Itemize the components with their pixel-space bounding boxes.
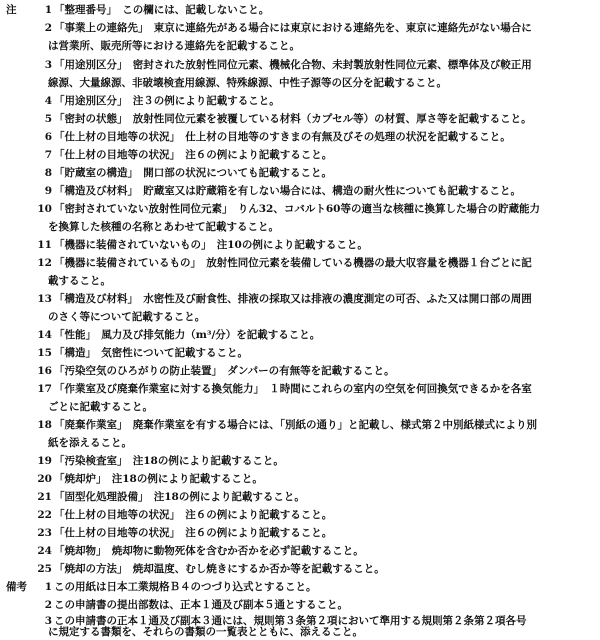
line-number: 16 — [37, 365, 52, 377]
note-line-2-cont — [6, 36, 596, 56]
note-line-21 — [6, 487, 596, 507]
line-text: 「焼却物」 焼却物に動物死体を含むか否かを必ず記載すること。 — [54, 545, 364, 557]
line-text: を換算した核種の名称とあわせて記載すること。 — [48, 221, 279, 233]
line-text: 「仕上材の目地等の状況」 注６の例により記載すること。 — [54, 149, 333, 161]
remarks-line-3-cont — [6, 624, 596, 640]
note-line-18 — [6, 415, 596, 435]
line-text: 「作業室及び廃棄作業室に対する換気能力」 １時間にこれらの室内の空気を何回換気できるかを各室 — [54, 383, 532, 395]
line-number: 20 — [37, 473, 52, 485]
note-line-2 — [6, 18, 596, 38]
line-number: 1 — [44, 4, 52, 16]
line-text: この申請書の正本１通及び副本３通には、規則第３条第２項において準用する規則第２条第２項各号 — [54, 615, 527, 627]
line-number: 13 — [37, 293, 52, 305]
note-line-23 — [6, 523, 596, 543]
line-text: 「焼却炉」 注18の例により記載すること。 — [54, 473, 263, 485]
line-text: 「構造」 気密性について記載すること。 — [54, 347, 249, 359]
line-text: 「性能」 風力及び排気能力（m³/分）を記載すること。 — [54, 329, 321, 341]
note-line-12-cont — [6, 271, 596, 291]
note-line-5 — [6, 109, 596, 129]
line-text: この申請書の提出部数は、正本１通及び副本５通とすること。 — [54, 599, 348, 611]
line-number: 17 — [37, 383, 52, 395]
note-line-15 — [6, 343, 596, 363]
line-text: 「廃棄作業室」 廃棄作業室を有する場合には、「別紙の通り」と記載し、様式第２中別紙様式により別 — [54, 419, 537, 431]
line-text: のさく等について記載すること。 — [48, 311, 206, 323]
note-line-24 — [6, 541, 596, 561]
line-text: 「密封の状態」 放射性同位元素を被覆している材料（カプセル等）の材質、厚さ等を記載すること。 — [54, 113, 532, 125]
line-number: 21 — [37, 491, 52, 503]
line-text: 「構造及び材料」 貯蔵室又は貯蔵箱を有しない場合には、構造の耐火性についても記載すること。 — [54, 185, 522, 197]
line-text: 「仕上材の目地等の状況」 仕上材の目地等のすきまの有無及びその処理の状況を記載すること。 — [54, 131, 511, 143]
line-number: 8 — [44, 167, 52, 179]
line-text: 「機器に装備されているもの」 放射性同位元素を装備している機器の最大収容量を機器１台ごとに記 — [54, 257, 532, 269]
note-line-25 — [6, 559, 596, 579]
line-number: 19 — [37, 455, 52, 467]
note-line-13-cont — [6, 307, 596, 327]
line-number: 3 — [44, 615, 52, 627]
line-number: 2 — [44, 599, 52, 611]
remarks-heading: 備考 — [6, 581, 27, 593]
note-line-4 — [6, 91, 596, 111]
note-line-17-cont — [6, 397, 596, 417]
line-number: 10 — [37, 203, 52, 215]
line-text: 線源、大量線源、非破壊検査用線源、特殊線源、中性子源等の区分を記載すること。 — [48, 77, 447, 89]
line-number: 22 — [37, 509, 52, 521]
line-text: は営業所、販売所等における連絡先を記載すること。 — [48, 40, 300, 52]
line-number: 4 — [44, 95, 52, 107]
line-number: 15 — [37, 347, 52, 359]
line-text: 「仕上材の目地等の状況」 注６の例により記載すること。 — [54, 509, 333, 521]
line-number: 7 — [44, 149, 52, 161]
line-text: 「仕上材の目地等の状況」 注６の例により記載すること。 — [54, 527, 333, 539]
line-number: 1 — [44, 581, 52, 593]
note-line-7 — [6, 145, 596, 165]
note-line-18-cont — [6, 433, 596, 453]
line-number: 3 — [44, 59, 52, 71]
note-line-11 — [6, 235, 596, 255]
note-line-3 — [6, 55, 596, 75]
note-line-19 — [6, 451, 596, 471]
line-text: この用紙は日本工業規格Ｂ４のつづり込式とすること。 — [54, 581, 317, 593]
line-number: 14 — [37, 329, 52, 341]
line-text: 「密封されていない放射性同位元素」 りん32、コバルト60等の適当な核種に換算した場合の貯蔵能力 — [54, 203, 540, 215]
note-line-6 — [6, 127, 596, 147]
line-text: 紙を添えること。 — [48, 437, 132, 449]
line-text: 「用途別区分」 注３の例により記載すること。 — [54, 95, 280, 107]
note-line-20 — [6, 469, 596, 489]
line-text: 「汚染検査室」 注18の例により記載すること。 — [54, 455, 284, 467]
note-line-22 — [6, 505, 596, 525]
line-text: 「用途別区分」 密封された放射性同位元素、機械化合物、未封製放射性同位元素、標準体及び較正用 — [54, 59, 532, 71]
line-text: 「構造及び材料」 水密性及び耐食性、排液の採取又は排液の濃度測定の可否、ふた又は開口部の周囲 — [54, 293, 532, 305]
line-text: 「汚染空気のひろがりの防止装置」 ダンパーの有無等を記載すること。 — [54, 365, 395, 377]
note-line-10-cont — [6, 217, 596, 237]
line-text: 「貯蔵室の構造」 開口部の状況についても記載すること。 — [54, 167, 333, 179]
line-number: 9 — [44, 185, 52, 197]
line-text: 「事業上の連絡先」 東京に連絡先がある場合には東京における連絡先を、東京に連絡先がない場合に — [54, 22, 532, 34]
note-line-16 — [6, 361, 596, 381]
note-line-13 — [6, 289, 596, 309]
line-text: 「焼却の方法」 焼却温度、むし焼きにするか否か等を記載すること。 — [54, 563, 385, 575]
note-line-8 — [6, 163, 596, 183]
line-number: 24 — [37, 545, 52, 557]
notes-heading: 注 — [6, 4, 17, 16]
note-line-10 — [6, 199, 596, 219]
note-line-3-cont — [6, 73, 596, 93]
line-text: 「機器に装備されていないもの」 注10の例により記載すること。 — [54, 239, 368, 251]
line-text: 「整理番号」 この欄には、記載しないこと。 — [54, 4, 270, 16]
note-line-9 — [6, 181, 596, 201]
note-line-12 — [6, 253, 596, 273]
line-text: ごとに記載すること。 — [48, 401, 153, 413]
line-text: に規定する書類を、それらの書類の一覧表とともに、添えること。 — [48, 626, 363, 638]
note-line-1 — [6, 0, 596, 20]
line-number: 12 — [37, 257, 52, 269]
note-line-17 — [6, 379, 596, 399]
line-number: 5 — [44, 113, 52, 125]
line-text: 「固型化処理設備」 注18の例により記載すること。 — [54, 491, 305, 503]
line-text: 載すること。 — [48, 275, 111, 287]
line-number: 6 — [44, 131, 52, 143]
line-number: 2 — [44, 22, 52, 34]
note-line-14 — [6, 325, 596, 345]
line-number: 25 — [37, 563, 52, 575]
remarks-line-1 — [6, 577, 596, 597]
line-number: 18 — [37, 419, 52, 431]
line-number: 23 — [37, 527, 52, 539]
line-number: 11 — [37, 239, 52, 251]
